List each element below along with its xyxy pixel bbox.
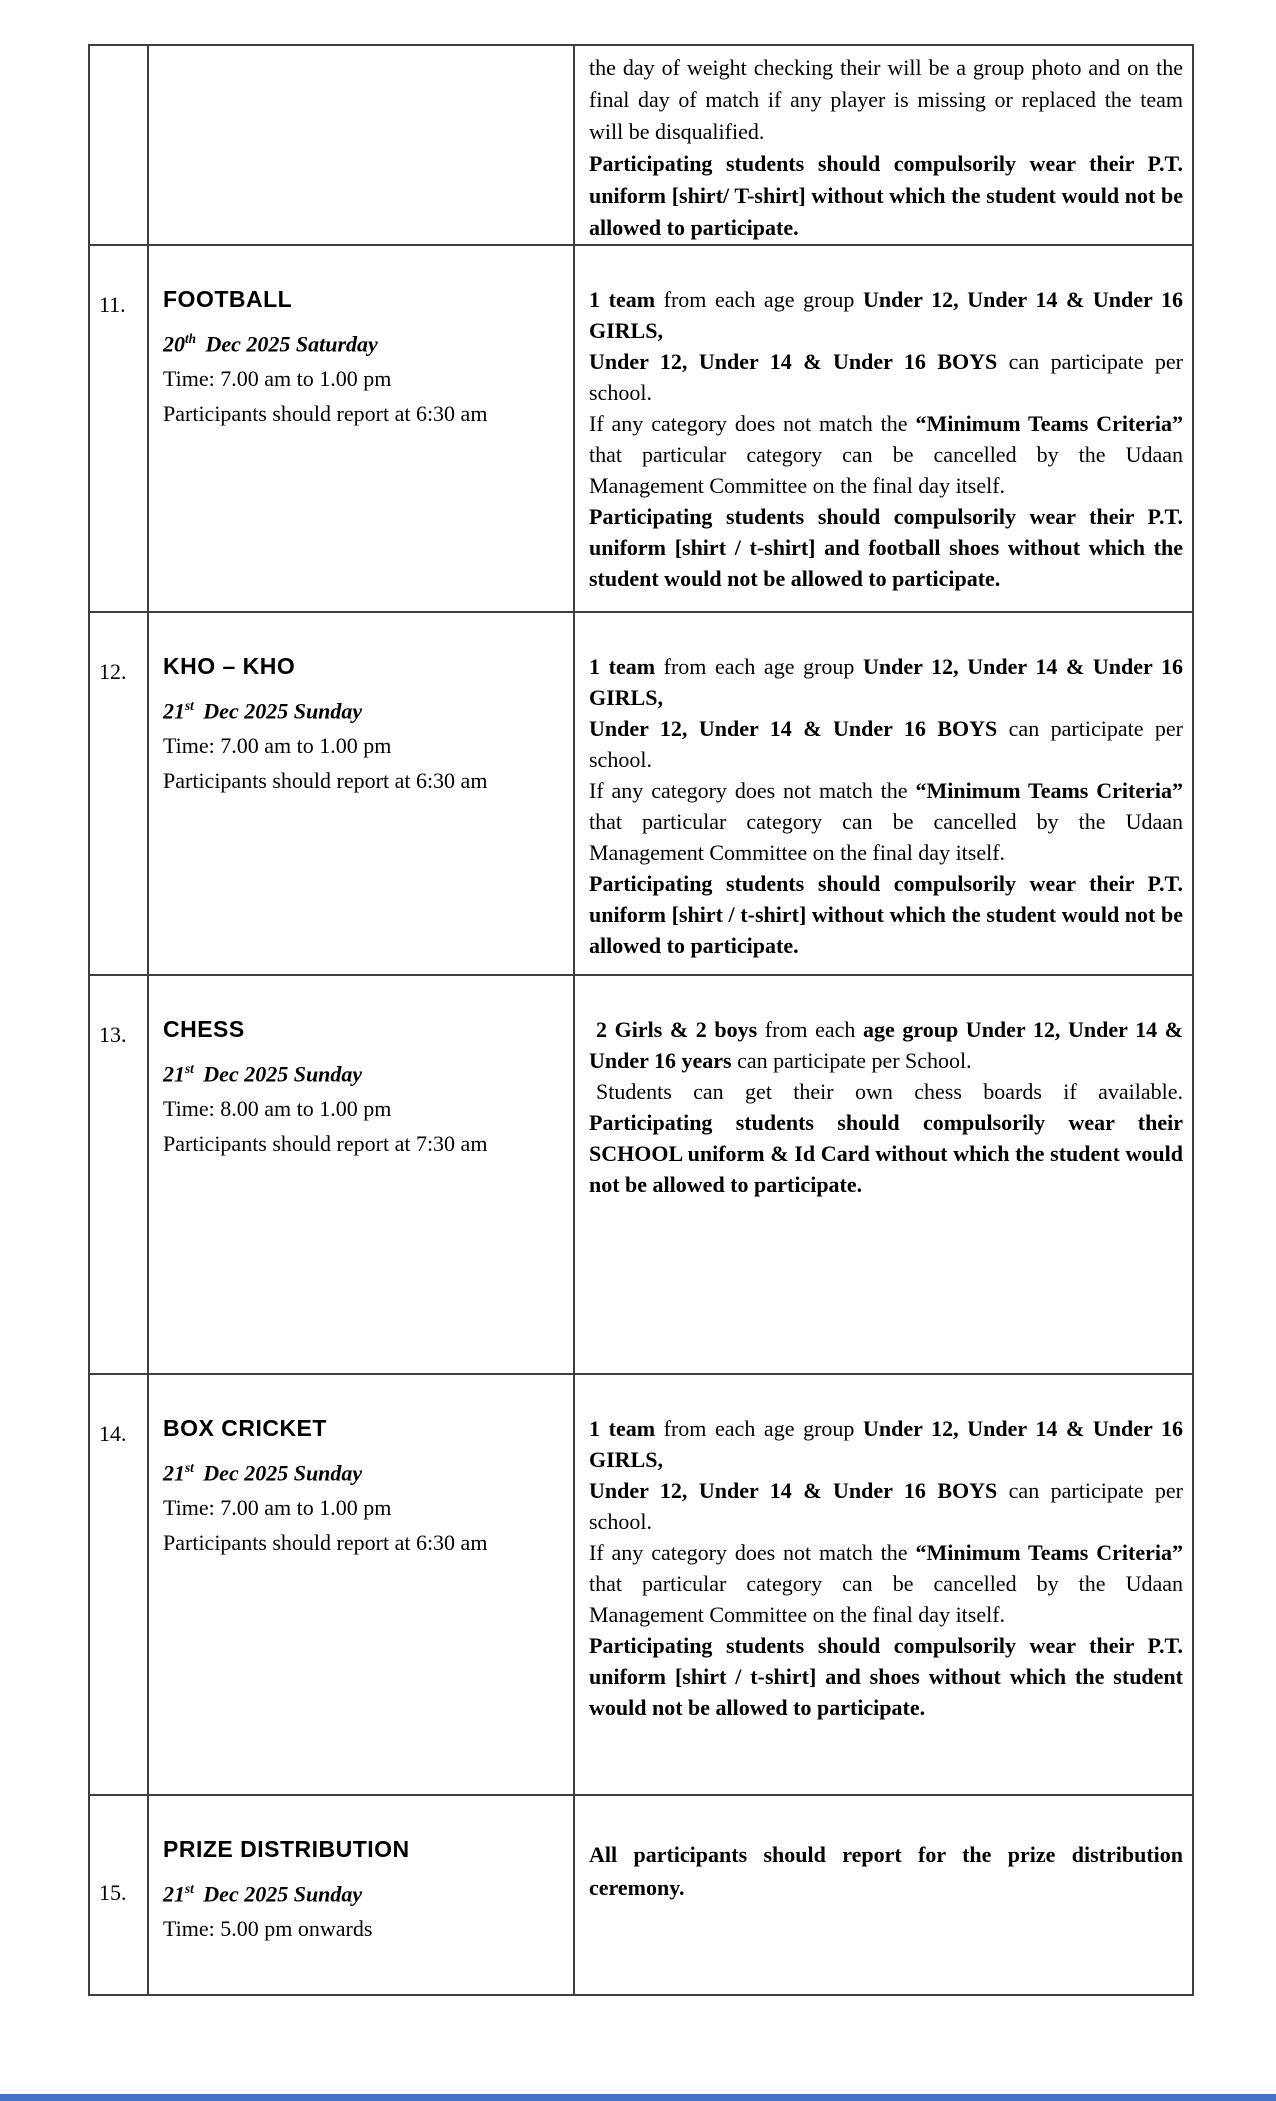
text-segment: All participants should report for the prize distribution ceremony. [589,1842,1183,1900]
text-segment: 1 team [589,1416,656,1441]
table-row-chess [89,975,1193,1374]
rule-paragraph [589,1630,1183,1723]
event-title: KHO – KHO [163,653,296,679]
event-title: PRIZE DISTRIBUTION [163,1836,410,1862]
row-number: 12. [99,659,127,684]
text-segment: age group Under 12, Under 14 & Under 16 years [589,1017,1183,1073]
text-segment: Dec 2025 Sunday [197,1881,363,1907]
event-time: Time: 7.00 am to 1.00 pm [163,733,392,759]
event-time: Time: 7.00 am to 1.00 pm [163,366,392,392]
text-segment: that particular category can be cancelled by the Udaan Management Committee on the final day itself. [589,809,1183,865]
text-segment: Under 12, Under 14 & Under 16 BOYS [589,349,998,374]
text-segment: that particular category can be cancelled by the Udaan Management Committee on the final day itself. [589,1571,1183,1627]
text-segment: can participate per school. [589,716,1183,772]
rule-paragraph [589,1413,1183,1537]
text-segment: 1 team [589,287,656,312]
rules-cell [574,45,1193,245]
row-number-cell [89,45,148,245]
text-segment: If any category does not match the [589,411,916,436]
row-number-cell [89,1374,148,1795]
event-date [163,321,563,361]
event-cell [148,1374,574,1795]
text-segment: from each age group [655,654,864,679]
text-segment: 21 [163,698,185,724]
text-segment: Under 12, Under 14 & Under 16 BOYS [589,1478,998,1503]
text-segment: Under 12, Under 14 & Under 16 GIRLS, [589,1416,1183,1472]
text-segment: “Minimum Teams Criteria” [915,411,1183,436]
rule-paragraph [589,651,1183,775]
text-segment: Participating students should compulsorily wear their P.T. uniform [shirt/ T-shirt] without which the student would not be allowed to participate. [589,151,1183,240]
text-segment: 21 [163,1061,185,1087]
rule-paragraph [589,148,1183,244]
event-cell [148,612,574,975]
text-segment: Dec 2025 Sunday [197,1061,363,1087]
text-segment: “Minimum Teams Criteria” [915,778,1183,803]
row-number: 14. [99,1421,127,1446]
text-segment: Participating students should compulsorily wear their P.T. uniform [shirt / t-shirt] without which the student would not be allowed to participate. [589,871,1183,958]
event-report-time: Participants should report at 6:30 am [163,1530,488,1556]
text-segment: st [185,698,194,713]
text-segment: Dec 2025 Sunday [197,698,363,724]
row-number: 11. [99,292,126,317]
events-schedule-table [88,44,1194,1996]
text-segment: If any category does not match the [589,1540,916,1565]
text-segment: Participating students should compulsorily wear their P.T. uniform [shirt / t-shirt] and football shoes without which the student would not be allowed to participate. [589,504,1183,591]
table-row-football [89,245,1193,612]
text-segment: If any category does not match the [589,778,916,803]
rule-paragraph [589,1838,1183,1904]
text-segment: from each age group [655,287,864,312]
text-segment: Dec 2025 Sunday [197,1460,363,1486]
table-row-kho-kho [89,612,1193,975]
text-segment: Under 12, Under 14 & Under 16 BOYS [589,716,998,741]
rule-paragraph [589,775,1183,868]
text-segment: 21 [163,1881,185,1907]
event-date [163,1450,563,1490]
text-segment: Under 12, Under 14 & Under 16 GIRLS, [589,654,1183,710]
event-cell [148,975,574,1374]
event-date [163,688,563,728]
rule-paragraph [589,52,1183,148]
text-segment: can participate per School. [731,1048,972,1073]
rules-cell [574,975,1193,1374]
event-date [163,1051,563,1091]
event-report-time: Participants should report at 7:30 am [163,1131,488,1157]
text-segment: Students can get their own chess boards if available. [596,1079,1183,1104]
text-segment: 21 [163,1460,185,1486]
text-segment: Participating students should compulsorily wear their P.T. uniform [shirt / t-shirt] and shoes without which the student would not be allowed to participate. [589,1633,1183,1720]
text-segment: st [185,1460,194,1475]
text-segment: 20 [163,331,185,357]
event-title: FOOTBALL [163,286,293,312]
event-time: Time: 8.00 am to 1.00 pm [163,1096,392,1122]
event-title: CHESS [163,1016,245,1042]
text-segment: the day of weight checking their will be a group photo and on the final day of match if any player is missing or replaced the team will be disqualified. [589,55,1183,144]
text-segment: can participate per school. [589,1478,1183,1534]
text-segment: st [185,1061,194,1076]
event-cell [148,1795,574,1995]
text-segment: st [185,1881,194,1896]
row-number-cell [89,612,148,975]
bottom-accent-line [0,2094,1276,2101]
rule-paragraph [589,501,1183,594]
event-cell [148,45,574,245]
text-segment: that particular category can be cancelled by the Udaan Management Committee on the final day itself. [589,442,1183,498]
text-segment: Under 12, Under 14 & Under 16 GIRLS, [589,287,1183,343]
rule-paragraph [589,868,1183,961]
event-time: Time: 7.00 am to 1.00 pm [163,1495,392,1521]
text-segment: Dec 2025 Saturday [200,331,378,357]
text-segment: 2 Girls & 2 boys [596,1017,758,1042]
text-segment: “Minimum Teams Criteria” [915,1540,1183,1565]
rule-paragraph [589,1537,1183,1630]
row-number-cell [89,1795,148,1995]
row-number-cell [89,975,148,1374]
rule-paragraph [589,1014,1183,1076]
text-segment: from each [757,1017,864,1042]
table-row-prize-distribution [89,1795,1193,1995]
table-row-box-cricket [89,1374,1193,1795]
row-number-cell [89,245,148,612]
rules-cell [574,245,1193,612]
rule-paragraph [589,1076,1183,1200]
text-segment: 1 team [589,654,656,679]
text-segment: th [185,331,196,346]
rules-cell [574,1374,1193,1795]
rules-cell [574,1795,1193,1995]
table-row-continuation [89,45,1193,245]
event-title: BOX CRICKET [163,1415,327,1441]
rules-cell [574,612,1193,975]
text-segment: Participating students should compulsorily wear their SCHOOL uniform & Id Card without which the student would not be allowed to participate. [589,1110,1183,1197]
event-time: Time: 5.00 pm onwards [163,1916,373,1942]
event-report-time: Participants should report at 6:30 am [163,401,488,427]
event-date [163,1871,563,1911]
rule-paragraph [589,408,1183,501]
row-number: 13. [99,1022,127,1047]
row-number: 15. [99,1880,127,1905]
text-segment: from each age group [655,1416,864,1441]
event-cell [148,245,574,612]
rule-paragraph [589,284,1183,408]
event-report-time: Participants should report at 6:30 am [163,768,488,794]
text-segment: can participate per school. [589,349,1183,405]
